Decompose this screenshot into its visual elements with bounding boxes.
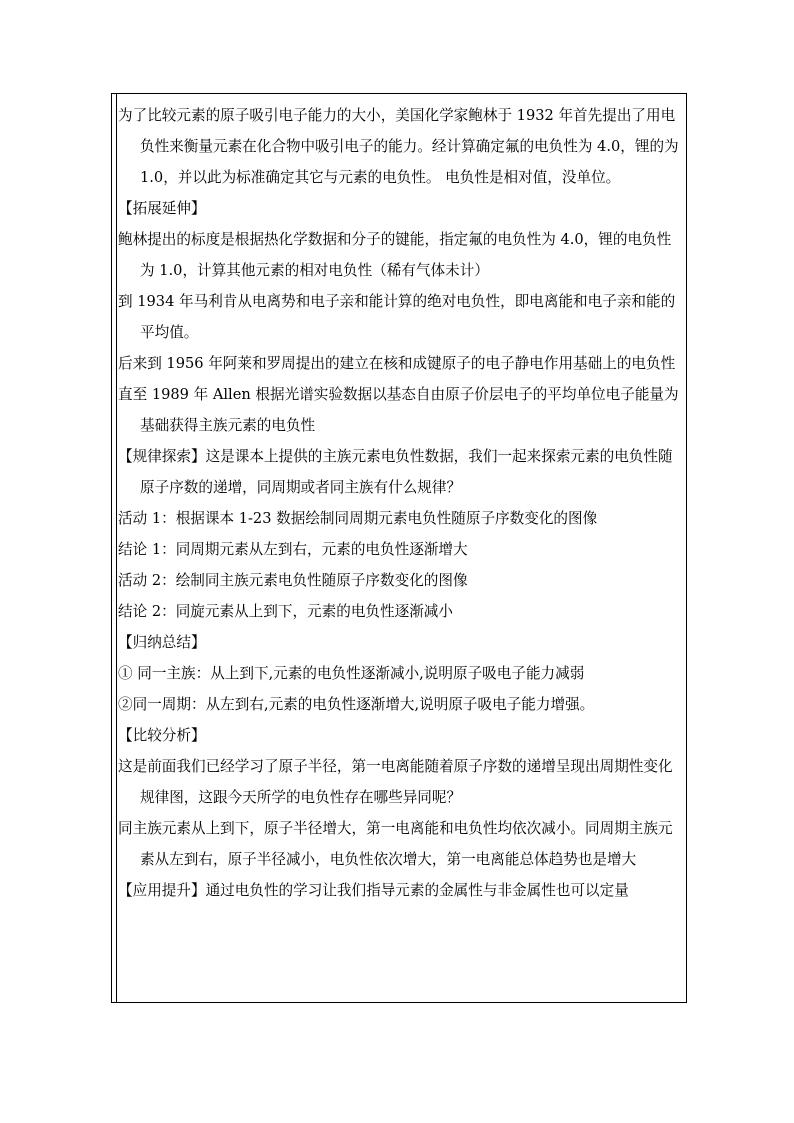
paragraph-mulliken: 到 1934 年马利肯从电离势和电子亲和能计算的绝对电负性，即电离能和电子亲和能的平均值。: [118, 293, 676, 341]
paragraph-comparison-question: 这是前面我们已经学习了原子半径，第一电离能随着原子序数的递增呈现出周期性变化规律图，这跟今天所学的电负性存在哪些异同呢？: [118, 758, 673, 806]
table-left-column: [112, 94, 117, 1002]
paragraph-conclusion-2: 结论 2：同旋元素从上到下，元素的电负性逐渐减小: [118, 603, 453, 620]
paragraph-comparison-answer: 同主族元素从上到下，原子半径增大，第一电离能和电负性均依次减小。同周期主族元素从左到右，原子半径减小，电负性依次增大，第一电离能总体趋势也是增大: [118, 820, 673, 868]
paragraph-allred-rochow: 后来到 1956 年阿莱和罗周提出的建立在核和成键原子的电子静电作用基础上的电负性: [118, 355, 676, 372]
paragraph-conclusion-1: 结论 1：同周期元素从左到右，元素的电负性逐渐增大: [118, 541, 468, 558]
paragraph-application: 【应用提升】通过电负性的学习让我们指导元素的金属性与非金属性也可以定量: [118, 882, 629, 899]
paragraph-summary-period: ②同一周期：从左到右,元素的电负性逐渐增大,说明原子吸电子能力增强。: [118, 696, 595, 713]
cell-content: [118, 100, 682, 906]
paragraph-activity-1: 活动 1：根据课本 1-23 数据绘制同周期元素电负性随原子序数变化的图像: [118, 510, 598, 527]
paragraph-rule-exploration: 【规律探索】这是课本上提供的主族元素电负性数据，我们一起来探索元素的电负性随原子序数的递增，同周期或者同主族有什么规律？: [118, 448, 673, 496]
heading-summary: 【归纳总结】: [118, 634, 206, 651]
paragraph-allen: 直至 1989 年 Allen 根据光谱实验数据以基态自由原子价层电子的平均单位电子能量为基础获得主族元素的电负性: [118, 386, 679, 434]
table-cell-frame: [111, 93, 687, 1003]
heading-extension: 【拓展延伸】: [118, 200, 206, 217]
paragraph-pauling-scale: 鲍林提出的标度是根据热化学数据和分子的键能，指定氟的电负性为 4.0，锂的电负性为 1.0，计算其他元素的相对电负性（稀有气体未计）: [118, 231, 672, 279]
paragraph-electronegativity-intro: 为了比较元素的原子吸引电子能力的大小，美国化学家鲍林于 1932 年首先提出了用电负性来衡量元素在化合物中吸引电子的能力。经计算确定氟的电负性为 4.0，锂的为 1.0，并以此为标准确定其它与元素的电负性。 电负性是相对值，没单位。: [118, 107, 679, 186]
paragraph-summary-group: ① 同一主族：从上到下,元素的电负性逐渐减小,说明原子吸电子能力减弱: [118, 665, 585, 682]
heading-comparison: 【比较分析】: [118, 727, 206, 744]
paragraph-activity-2: 活动 2：绘制同主族元素电负性随原子序数变化的图像: [118, 572, 468, 589]
